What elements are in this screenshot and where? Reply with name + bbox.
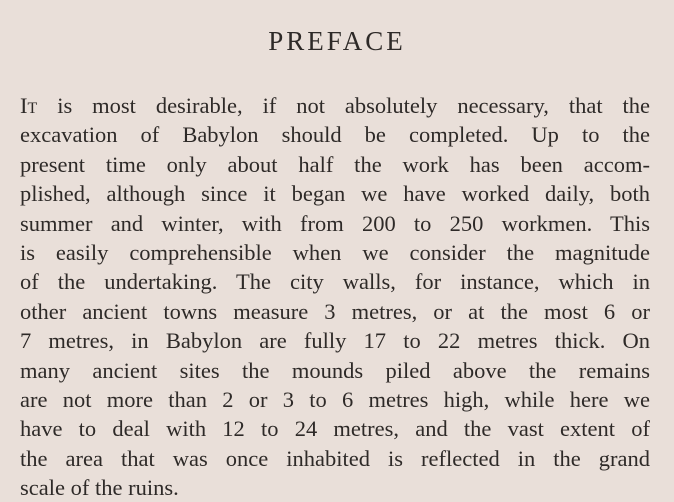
paragraph-line-3: present time only about half the work has been accom- [20, 151, 650, 177]
paragraph-line-13: the area that was once inhabited is reflected in the grand [20, 445, 650, 471]
lead-word: It [20, 93, 38, 118]
paragraph-line-12: have to deal with 12 to 24 metres, and the vast extent of [20, 416, 650, 442]
paragraph-line-9: 7 metres, in Babylon are fully 17 to 22 metres thick. On [20, 328, 650, 354]
paragraph-line-1-text: is most desirable, if not absolutely necessary, that the [37, 93, 650, 118]
page-title: PREFACE [268, 26, 406, 56]
paragraph-line-8: other ancient towns measure 3 metres, or at the most 6 or [20, 298, 650, 324]
preface-paragraph [20, 91, 650, 502]
paragraph-line-10: many ancient sites the mounds piled above the remains [20, 357, 650, 383]
paragraph-line-11: are not more than 2 or 3 to 6 metres high, while here we [20, 386, 650, 412]
paragraph-line-7: of the undertaking. The city walls, for instance, which in [20, 269, 650, 295]
paragraph-line-5: summer and winter, with from 200 to 250 workmen. This [20, 210, 650, 236]
paragraph-line-6: is easily comprehensible when we consider the magnitude [20, 239, 650, 265]
paragraph-line-4: plished, although since it began we have worked daily, both [20, 181, 650, 207]
paragraph-line-1 [20, 91, 650, 120]
paragraph-line-14: scale of the ruins. [20, 475, 179, 501]
paragraph-line-2: excavation of Babylon should be completed. Up to the [20, 122, 650, 148]
